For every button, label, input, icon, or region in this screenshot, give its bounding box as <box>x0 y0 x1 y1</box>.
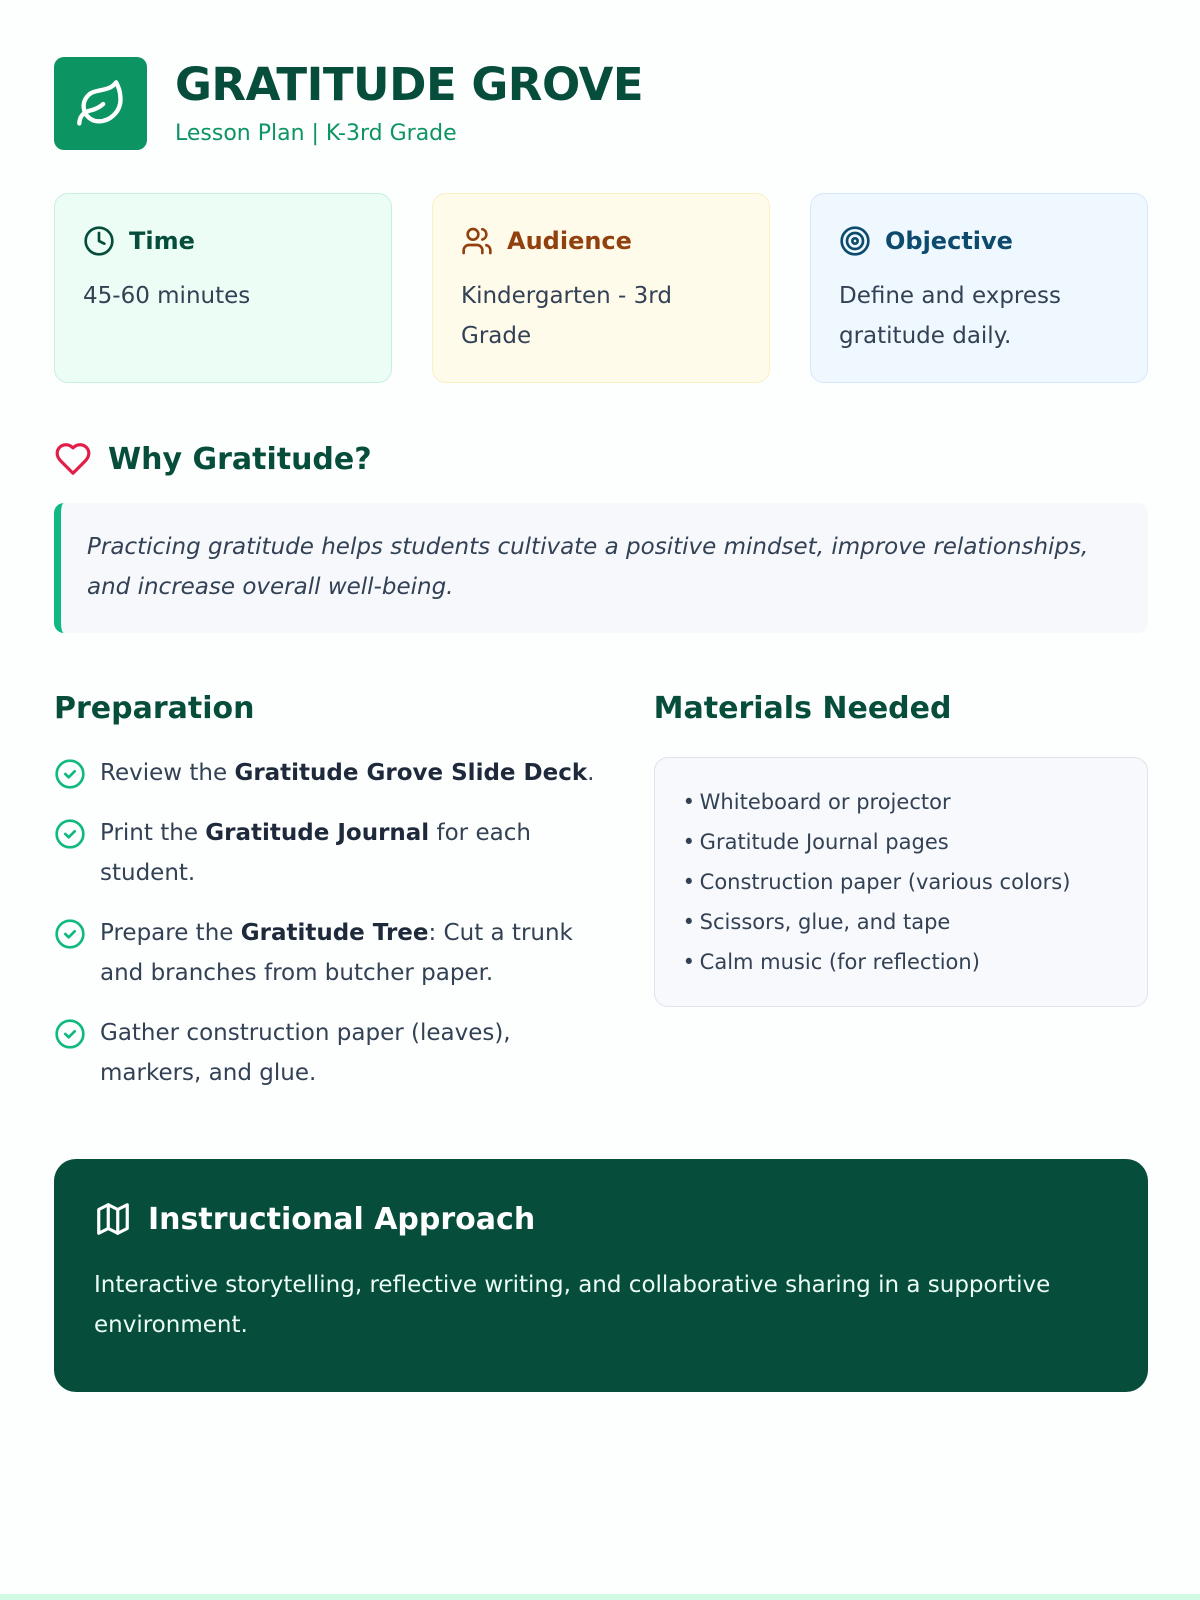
objective-value: Define and express gratitude daily. <box>839 283 1061 349</box>
prep-text: Prepare the <box>100 920 241 946</box>
material-text: Calm music (for reflection) <box>699 950 980 974</box>
list-item <box>54 753 600 793</box>
prep-text: Review the <box>100 760 235 786</box>
logo <box>54 57 147 150</box>
audience-value: Kindergarten - 3rd Grade <box>461 283 672 349</box>
two-columns <box>54 689 1148 1113</box>
prep-text: for each student. <box>100 820 531 886</box>
bottom-accent-bar <box>0 1594 1200 1600</box>
time-card <box>54 193 392 383</box>
materials-title: Materials Needed <box>653 691 952 726</box>
check-circle-icon <box>54 758 86 790</box>
material-text: Gratitude Journal pages <box>699 830 949 854</box>
time-label: Time <box>129 227 195 255</box>
list-item: • Gratitude Journal pages <box>683 822 1119 862</box>
list-item <box>54 813 600 893</box>
heart-icon <box>54 440 92 478</box>
info-cards <box>54 193 1148 383</box>
header <box>54 57 1148 150</box>
list-item: • Calm music (for reflection) <box>683 942 1119 982</box>
prep-bold: Gratitude Journal <box>205 820 430 846</box>
instructional-approach-panel <box>54 1159 1148 1392</box>
audience-label: Audience <box>507 227 632 255</box>
prep-text: Gather construction paper (leaves), markers, and glue. <box>100 1020 511 1086</box>
time-value: 45-60 minutes <box>83 283 251 309</box>
why-quote: Practicing gratitude helps students cultivate a positive mindset, improve relationships, and increase overall well-being. <box>54 503 1148 633</box>
leaf-icon <box>75 78 127 130</box>
check-circle-icon <box>54 818 86 850</box>
list-item <box>54 1013 600 1093</box>
map-icon <box>94 1200 132 1238</box>
why-gratitude-heading <box>54 439 1148 479</box>
prep-text: . <box>587 760 595 786</box>
materials-box <box>654 757 1148 1007</box>
check-circle-icon <box>54 1018 86 1050</box>
materials-section <box>654 689 1148 1113</box>
audience-card <box>432 193 770 383</box>
objective-card <box>810 193 1148 383</box>
check-circle-icon <box>54 918 86 950</box>
page-title: GRATITUDE GROVE <box>175 57 644 111</box>
preparation-title: Preparation <box>54 691 255 726</box>
page-subtitle: Lesson Plan | K-3rd Grade <box>175 120 457 146</box>
list-item: • Scissors, glue, and tape <box>683 902 1119 942</box>
material-text: Construction paper (various colors) <box>699 870 1071 894</box>
prep-text: : Cut a trunk and branches from butcher paper. <box>100 920 573 986</box>
lesson-plan-page <box>54 57 1148 1392</box>
approach-title: Instructional Approach <box>148 1201 536 1237</box>
target-icon <box>839 225 871 257</box>
material-text: Scissors, glue, and tape <box>699 910 951 934</box>
objective-label: Objective <box>885 227 1013 255</box>
clock-icon <box>83 225 115 257</box>
list-item: • Whiteboard or projector <box>683 782 1119 822</box>
prep-bold: Gratitude Grove Slide Deck <box>234 760 588 786</box>
approach-body: Interactive storytelling, reflective writing, and collaborative sharing in a supportive environment. <box>94 1272 1051 1338</box>
preparation-list <box>54 753 600 1093</box>
prep-text: Print the <box>100 820 206 846</box>
list-item <box>54 913 600 993</box>
list-item: • Construction paper (various colors) <box>683 862 1119 902</box>
prep-bold: Gratitude Tree <box>240 920 429 946</box>
users-icon <box>461 225 493 257</box>
material-text: Whiteboard or projector <box>699 790 951 814</box>
why-title: Why Gratitude? <box>108 441 372 477</box>
preparation-section <box>54 689 600 1113</box>
